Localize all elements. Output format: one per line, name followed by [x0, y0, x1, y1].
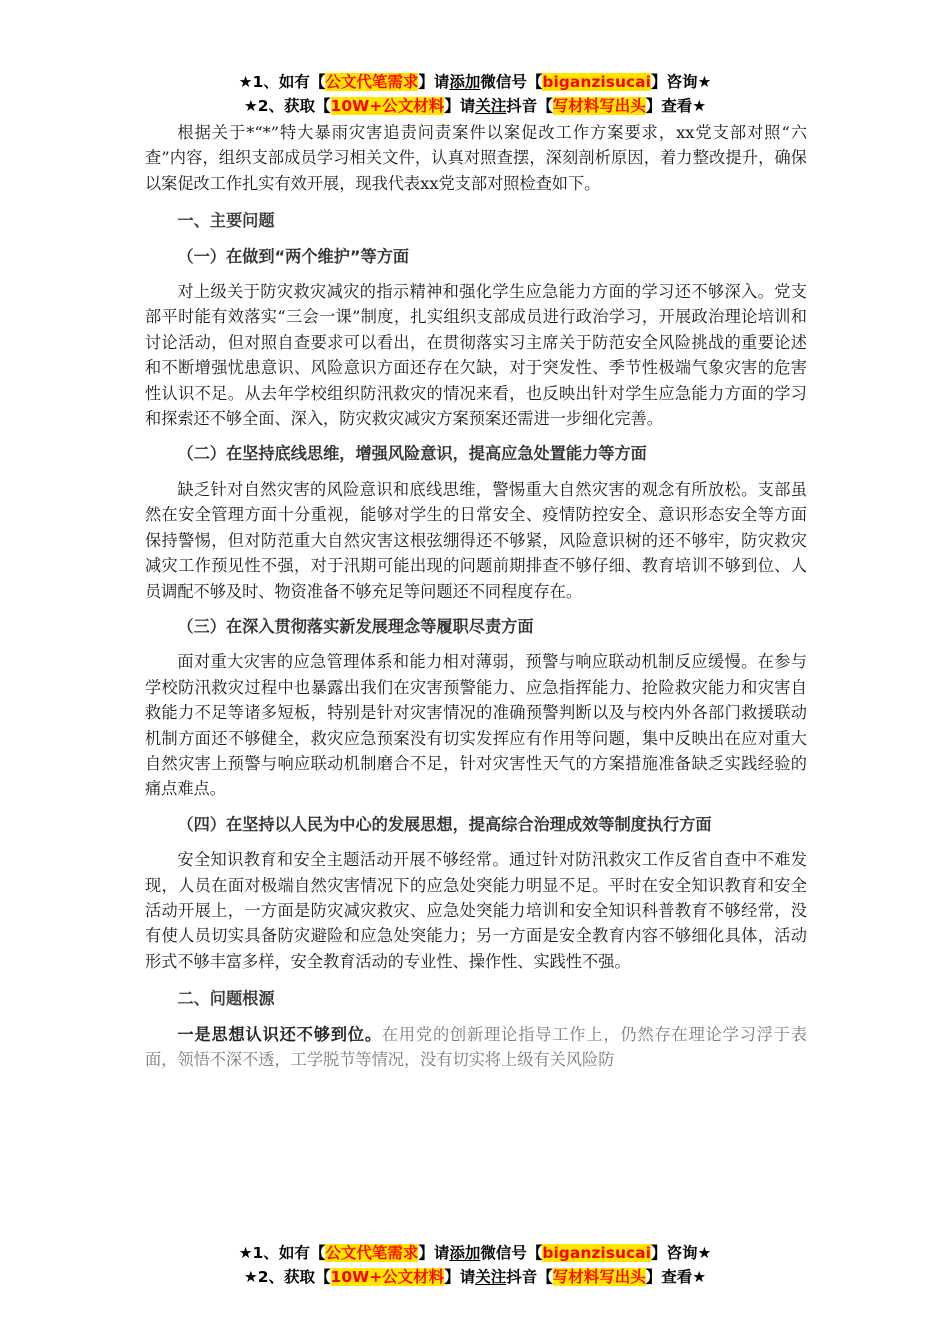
- star-icon: ★: [243, 1268, 258, 1286]
- promo-text: 微信号【: [480, 1244, 543, 1262]
- section-heading-root-causes: 二、问题根源: [177, 989, 275, 1009]
- promo-header: [0, 70, 950, 118]
- promo-highlight: 公文代笔需求: [325, 1244, 419, 1262]
- promo-text: 】请: [418, 73, 450, 91]
- paragraph-text: 在用党的创新理论指导工作上，仍然存在理论学习浮于表面，领悟不深不透，工学脱节等情况，没有切实将上级有关风险防: [145, 1024, 808, 1069]
- paragraph-2: 缺乏针对自然灾害的风险意识和底线思维，警惕重大自然灾害的观念有所放松。支部虽然在安全管理方面十分重视，能够对学生的日常安全、疫情防控安全、意识形态安全等方面保持警惕，但对防范重大自然灾害这根弦绷得还不够紧，风险意识树的还不够牢，防灾救灾减灾工作预见性不强，对于汛期可能出现的问题前期排查不够仔细、教育培训不够到位、人员调配不够及时、物资准备不够充足等问题还不同程度存在。: [145, 479, 807, 601]
- promo-footer: [0, 1241, 950, 1289]
- subsection-heading-3: （三）在深入贯彻落实新发展理念等履职尽责方面: [177, 616, 534, 636]
- promo-underline: 添加: [449, 1244, 481, 1262]
- promo-text: 2、获取【: [257, 1268, 331, 1286]
- subsection-heading-4: （四）在坚持以人民为中心的发展思想，提高综合治理成效等制度执行方面: [177, 814, 712, 834]
- promo-highlight: 10W+公文材料: [330, 1268, 445, 1286]
- star-icon: ★: [243, 97, 258, 115]
- promo-text: 1、如有【: [252, 1244, 326, 1262]
- paragraph-1: 对上级关于防灾救灾减灾的指示精神和强化学生应急能力方面的学习还不够深入。党支部平时能有效落实“三会一课”制度，扎实组织支部成员进行政治学习，开展政治理论培训和讨论活动，但对照自查要求可以看出，在贯彻落实习主席关于防范安全风险挑战的重要论述和不断增强忧患意识、风险意识方面还存在欠缺，对于突发性、季节性极端气象灾害的危害性认识不足。从去年学校组织防汛救灾的情况来看，也反映出针对学生应急能力方面的学习和探索还不够全面、深入，防灾救灾减灾方案预案还需进一步细化完善。: [145, 282, 807, 429]
- promo-text: 】查看★: [645, 97, 707, 115]
- intro-paragraph: 根据关于*“*”特大暴雨灾害追责问责案件以案促改工作方案要求，xx党支部对照“六查”内容，组织支部成员学习相关文件，认真对照查摆，深刻剖析原因，着力整改提升，确保以案促改工作扎实有效开展，现我代表xx党支部对照检查如下。: [145, 123, 807, 193]
- promo-text: 1、如有【: [252, 73, 326, 91]
- promo-underline: 关注: [475, 1268, 507, 1286]
- promo-highlight: biganzisucai: [542, 73, 651, 91]
- promo-text: 】咨询★: [650, 73, 712, 91]
- promo-text: 】咨询★: [650, 1244, 712, 1262]
- subsection-heading-2: （二）在坚持底线思维，增强风险意识，提高应急处置能力等方面: [177, 444, 647, 464]
- promo-highlight: 写材料写出头: [552, 1268, 646, 1286]
- promo-text: 2、获取【: [257, 97, 331, 115]
- promo-highlight: 写材料写出头: [552, 97, 646, 115]
- promo-line-1: [0, 70, 950, 94]
- paragraph-lead: 一是思想认识还不够到位。: [177, 1024, 382, 1044]
- paragraph-3: 面对重大灾害的应急管理体系和能力相对薄弱，预警与响应联动机制反应缓慢。在参与学校防汛救灾过程中也暴露出我们在灾害预警能力、应急指挥能力、抢险救灾能力和灾害自救能力不足等诸多短板，特别是针对灾害情况的准确预警判断以及与校内外各部门救援联动机制方面还不够健全，救灾应急预案没有切实发挥应有作用等问题，集中反映出在应对重大自然灾害上预警与响应联动机制磨合不足，针对灾害性天气的方案措施准备缺乏实践经验的痛点难点。: [145, 652, 807, 799]
- promo-highlight: 公文代笔需求: [325, 73, 419, 91]
- document-body: [145, 120, 807, 1072]
- promo-line-1: [0, 1241, 950, 1265]
- star-icon: ★: [238, 73, 253, 91]
- promo-line-2: [0, 1265, 950, 1289]
- section-heading-main-problems: 一、主要问题: [177, 211, 275, 231]
- promo-text: 】请: [418, 1244, 450, 1262]
- paragraph-5: [145, 1022, 807, 1073]
- promo-line-2: [0, 94, 950, 118]
- promo-text: 抖音【: [506, 1268, 553, 1286]
- promo-highlight: biganzisucai: [542, 1244, 651, 1262]
- promo-underline: 添加: [449, 73, 481, 91]
- paragraph-4: 安全知识教育和安全主题活动开展不够经常。通过针对防汛救灾工作反省自查中不难发现，人员在面对极端自然灾害情况下的应急处突能力明显不足。平时在安全知识教育和安全活动开展上，一方面是防灾减灾救灾、应急处突能力培训和安全知识科普教育不够经常，没有使人员切实具备防灾避险和应急处突能力；另一方面是安全教育内容不够细化具体，活动形式不够丰富多样，安全教育活动的专业性、操作性、实践性不强。: [145, 850, 807, 971]
- promo-text: 抖音【: [506, 97, 553, 115]
- promo-underline: 关注: [475, 97, 507, 115]
- star-icon: ★: [238, 1244, 253, 1262]
- promo-text: 】请: [444, 97, 476, 115]
- promo-text: 微信号【: [480, 73, 543, 91]
- promo-text: 】请: [444, 1268, 476, 1286]
- promo-highlight: 10W+公文材料: [330, 97, 445, 115]
- subsection-heading-1: （一）在做到“两个维护”等方面: [177, 246, 410, 266]
- promo-text: 】查看★: [645, 1268, 707, 1286]
